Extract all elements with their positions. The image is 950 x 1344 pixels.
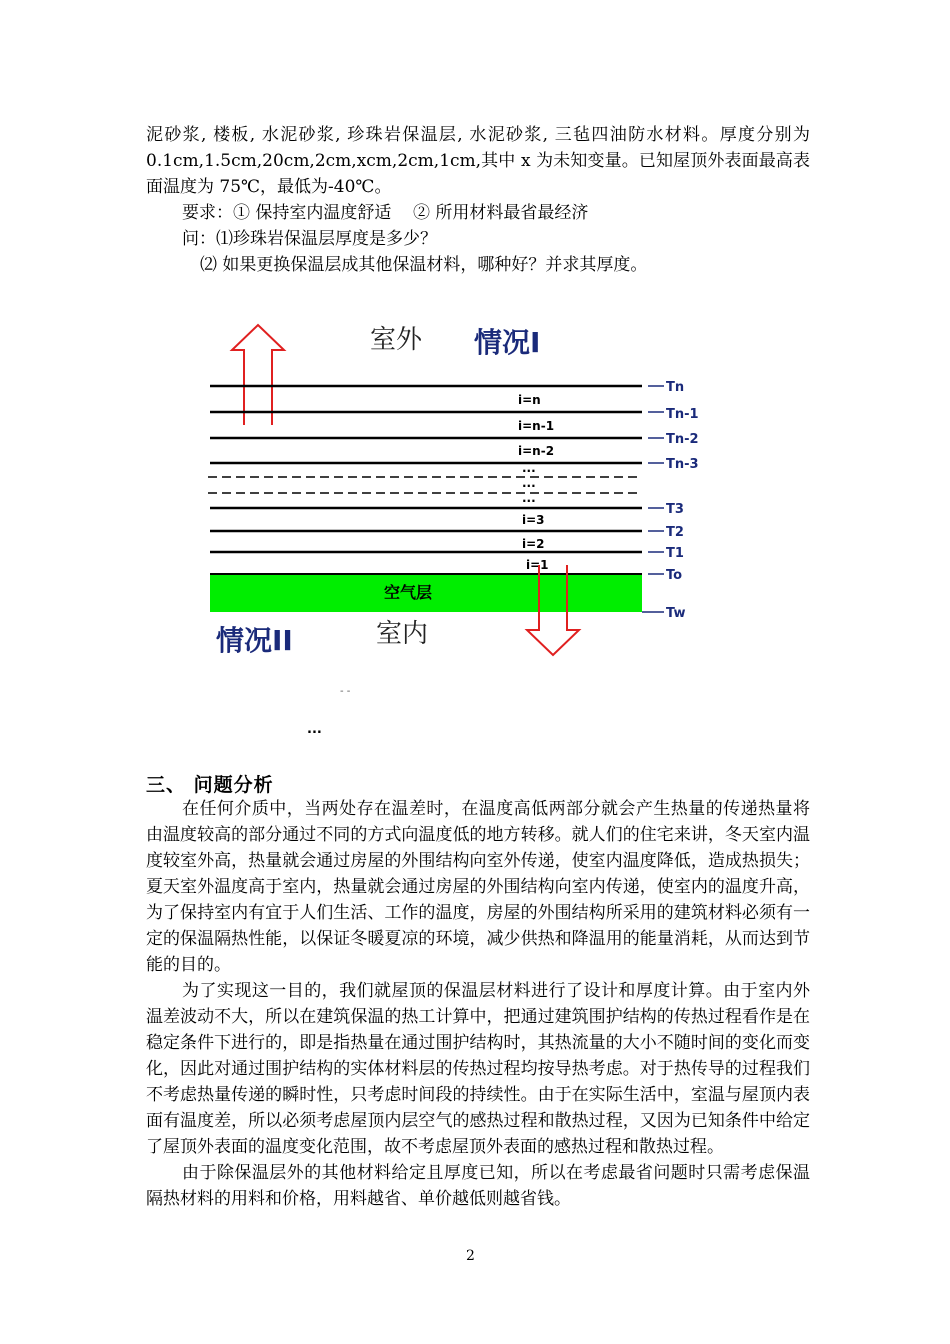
layer-index-labels (518, 393, 554, 572)
page-number: 2 (466, 1248, 475, 1264)
layer-label-dots-3: ... (522, 491, 536, 505)
temp-label-to: To (666, 568, 683, 583)
temp-label-tn-2: Tn-2 (666, 432, 699, 447)
analysis-paragraph-2: 为了实现这一目的，我们就屋顶的保温层材料进行了设计和厚度计算。由于室内外温差波动不大，所以在建筑保温的热工计算中，把通过建筑围护结构的传热过程看作是在稳定条件下进行的，即是指热量在通过围护结构时，其热流量的大小不随时间的变化而变化，因此对通过围护结构的实体材料层的传热过程均按导热考虑。对于热传导的过程我们不考虑热量传递的瞬时性，只考虑时间段的持续性。由于在实际生活中，室温与屋顶内表面有温度差，所以必须考虑屋顶内层空气的感热过程和散热过程，又因为已知条件中给定了屋顶外表面的温度变化范围，故不考虑屋顶外表面的感热过程和散热过程。 (146, 981, 810, 1157)
layer-lines (210, 386, 642, 552)
dashed-layer-lines (208, 477, 642, 493)
layer-label-dots-1: ... (522, 461, 536, 475)
stray-mark-1: - - (340, 686, 351, 697)
layer-label-n: i=n (518, 393, 541, 407)
air-layer-label: 空气层 (384, 583, 433, 602)
temp-label-tn-3: Tn-3 (666, 457, 699, 472)
temp-label-tw: Tw (666, 606, 686, 621)
temp-label-t2: T2 (666, 525, 684, 540)
requirements-line: 要求：① 保持室内温度舒适 ② 所用材料最省最经济 (182, 203, 589, 223)
temp-label-tn: Tn (666, 380, 685, 395)
layer-label-n-2: i=n-2 (518, 444, 555, 458)
outdoor-label: 室外 (370, 325, 423, 355)
intro-paragraph (146, 122, 810, 200)
layer-label-dots-2: ... (522, 476, 536, 490)
layer-label-3: i=3 (522, 513, 545, 527)
layer-label-n-1: i=n-1 (518, 419, 555, 433)
roof-layer-diagram (0, 310, 950, 750)
section-heading: 三、 问题分析 (146, 774, 274, 796)
stray-mark-2: ... (307, 722, 322, 737)
layer-label-1: i=1 (526, 558, 549, 572)
intro-text: 泥砂浆, 楼板, 水泥砂浆, 珍珠岩保温层, 水泥砂浆, 三毡四油防水材料。厚度分别为 0.1cm,1.5cm,20cm,2cm,xcm,2cm,1cm,其中 x 为未知变量。已知屋顶外表面最高表面温度为 75℃，最低为-40℃。 (146, 125, 810, 197)
indoor-label: 室内 (376, 619, 429, 649)
heat-up-arrow (232, 325, 284, 425)
question-1: 问：⑴珍珠岩保温层厚度是多少？ (182, 229, 437, 249)
temp-label-t3: T3 (666, 502, 684, 517)
analysis-paragraph-3: 由于除保温层外的其他材料给定且厚度已知，所以在考虑最省问题时只需考虑保温隔热材料的用料和价格，用料越省、单价越低则越省钱。 (146, 1163, 810, 1209)
case1-label: 情况I (474, 326, 541, 359)
analysis-body (146, 796, 810, 1212)
analysis-paragraph-1: 在任何介质中，当两处存在温差时，在温度高低两部分就会产生热量的传递热量将由温度较高的部分通过不同的方式向温度低的地方转移。就人们的住宅来讲，冬天室内温度较室外高，热量就会通过房屋的外围结构向室外传递，使室内温度降低，造成热损失；夏天室外温度高于室内，热量就会通过房屋的外围结构向室内传递，使室内的温度升高，为了保持室内有宜于人们生活、工作的温度，房屋的外围结构所采用的建筑材料必须有一定的保温隔热性能，以保证冬暖夏凉的环境，减少供热和降温用的能量消耗，从而达到节能的目的。 (146, 799, 810, 975)
case2-label: 情况II (216, 624, 293, 657)
layer-label-2: i=2 (522, 537, 545, 551)
temperature-labels (642, 380, 699, 621)
question-2: ⑵ 如果更换保温层成其他保温材料，哪种好？并求其厚度。 (200, 255, 648, 275)
temp-label-t1: T1 (666, 546, 684, 561)
temp-label-tn-1: Tn-1 (666, 407, 699, 422)
